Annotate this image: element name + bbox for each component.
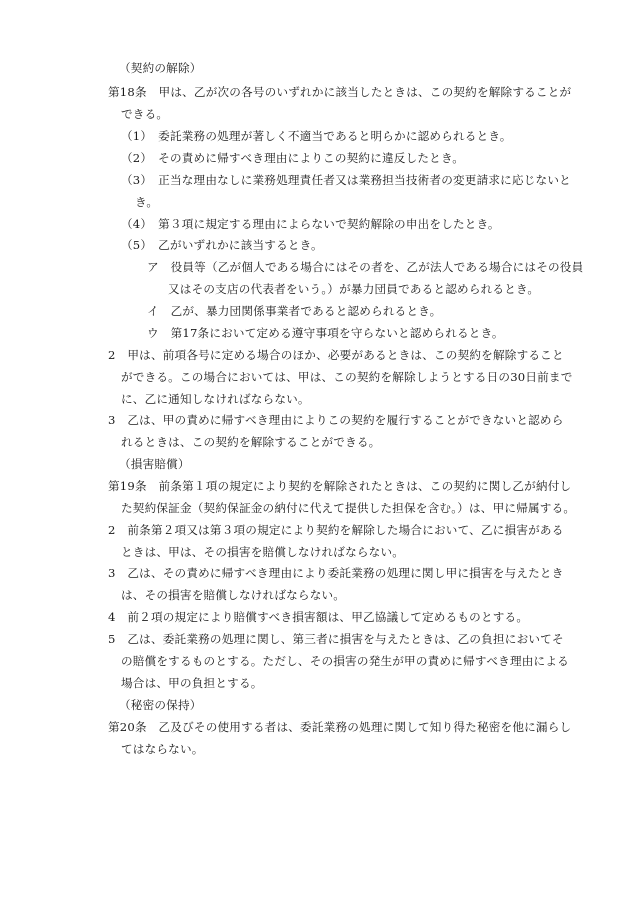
document-text-line: ア 役員等（乙が個人である場合にはその者を、乙が法人である場合にはその役員 xyxy=(147,260,584,274)
document-text-line: （1） 委託業務の処理が著しく不適当であると明らかに認められるとき。 xyxy=(121,129,512,143)
document-text-line: イ 乙が、暴力団関係事業者であると認められるとき。 xyxy=(147,304,442,318)
document-text-line: の賠償をするものとする。ただし、その損害の発生が甲の責めに帰すべき理由による xyxy=(121,654,569,668)
document-text-line: ときは、甲は、その損害を賠償しなければならない。 xyxy=(121,545,405,559)
document-text-line: 5 乙は、委託業務の処理に関し、第三者に損害を与えたときは、乙の負担においてそ xyxy=(108,632,564,646)
document-text-line: （3） 正当な理由なしに業務処理責任者又は業務担当技術者の変更請求に応じないと xyxy=(121,173,571,187)
document-text-line: 第19条 前条第１項の規定により契約を解除されたときは、この契約に関し乙が納付し xyxy=(108,479,572,493)
document-text-line: （損害賠償） xyxy=(119,457,190,471)
document-text-line: は、その損害を賠償しなければならない。 xyxy=(121,588,346,602)
document-text-line: 4 前２項の規定により賠償すべき損害額は、甲乙協議して定めるものとする。 xyxy=(108,610,529,624)
document-text-line: 第18条 甲は、乙が次の各号のいずれかに該当したときは、この契約を解除することが xyxy=(108,85,572,99)
document-text-line: （秘密の保持） xyxy=(119,698,202,712)
document-text-line: 3 乙は、その責めに帰すべき理由により委託業務の処理に関し甲に損害を与えたとき xyxy=(108,566,564,580)
document-text-line: できる。 xyxy=(121,107,169,121)
document-text-line: ができる。この場合においては、甲は、この契約を解除しようとする日の30日前まで xyxy=(121,370,573,384)
document-text-line: （5） 乙がいずれかに該当するとき。 xyxy=(121,238,323,252)
document-text-line: （4） 第３項に規定する理由によらないで契約解除の申出をしたとき。 xyxy=(121,217,500,231)
document-text-line: てはならない。 xyxy=(121,742,204,756)
document-text-line: 3 乙は、甲の責めに帰すべき理由によりこの契約を履行することができないと認めら xyxy=(108,413,564,427)
document-text-line: 又はその支店の代表者をいう。）が暴力団員であると認められるとき。 xyxy=(168,282,540,296)
document-text-line: き。 xyxy=(135,195,159,209)
document-text-line: た契約保証金（契約保証金の納付に代えて提供した担保を含む。）は、甲に帰属する。 xyxy=(121,501,576,515)
document-text-line: （2） その責めに帰すべき理由によりこの契約に違反したとき。 xyxy=(121,151,465,165)
document-text-line: 2 前条第２項又は第３項の規定により契約を解除した場合において、乙に損害がある xyxy=(108,523,564,537)
document-text-line: に、乙に通知しなければならない。 xyxy=(121,392,310,406)
document-text-line: ウ 第17条において定める遵守事項を守らないと認められるとき。 xyxy=(147,326,504,340)
document-text-line: れるときは、この契約を解除することができる。 xyxy=(121,435,381,449)
document-text-line: 2 甲は、前項各号に定める場合のほか、必要があるときは、この契約を解除すること xyxy=(108,348,564,362)
document-text-line: （契約の解除） xyxy=(119,61,202,75)
document-text-line: 第20条 乙及びその使用する者は、委託業務の処理に関して知り得た秘密を他に漏らし xyxy=(108,720,572,734)
document-text-line: 場合は、甲の負担とする。 xyxy=(121,676,263,690)
